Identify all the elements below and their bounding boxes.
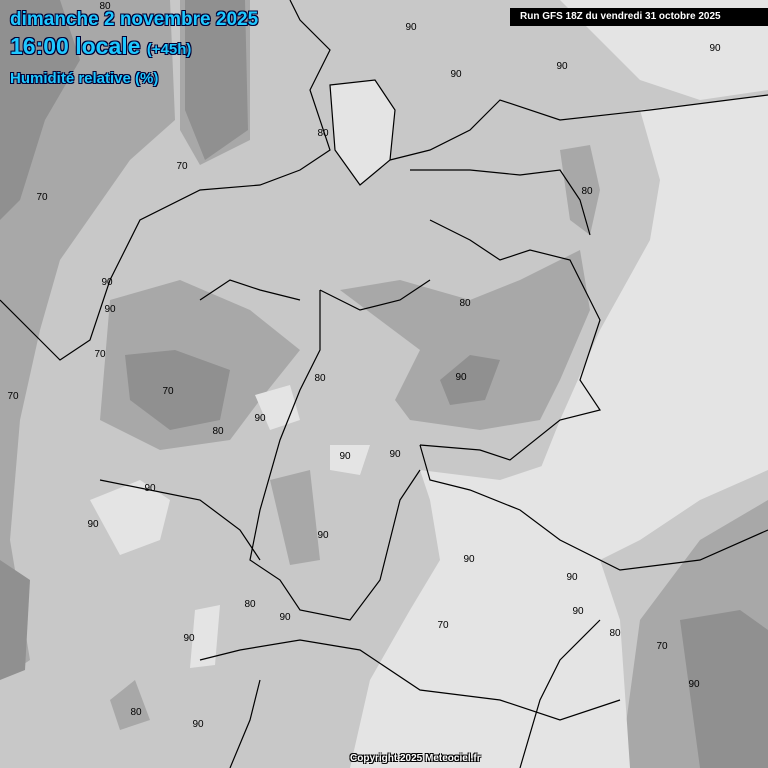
contour-label: 90 [389, 449, 401, 460]
forecast-time [10, 33, 191, 60]
contour-label: 80 [212, 426, 224, 437]
contour-label: 90 [688, 679, 700, 690]
parameter-title: Humidité relative (%) [10, 70, 159, 87]
contour-label: 90 [183, 633, 195, 644]
run-info: Run GFS 18Z du vendredi 31 octobre 2025 [510, 8, 768, 26]
contour-label: 80 [130, 707, 142, 718]
contour-label: 90 [279, 612, 291, 623]
contour-label: 90 [566, 572, 578, 583]
contour-label: 70 [437, 620, 449, 631]
contour-label: 70 [94, 349, 106, 360]
contour-label: 90 [254, 413, 266, 424]
contour-label: 90 [450, 69, 462, 80]
contour-label: 70 [162, 386, 174, 397]
contour-label: 90 [455, 372, 467, 383]
contour-label: 90 [144, 483, 156, 494]
contour-label: 90 [405, 22, 417, 33]
contour-label: 80 [99, 1, 111, 12]
forecast-local-time: 16:00 locale [10, 33, 141, 59]
contour-label: 80 [244, 599, 256, 610]
contour-label: 90 [339, 451, 351, 462]
copyright: Copyright 2025 Meteociel.fr [350, 753, 481, 764]
contour-label: 80 [317, 128, 329, 139]
contour-label: 90 [192, 719, 204, 730]
contour-label: 70 [7, 391, 19, 402]
contour-label: 90 [463, 554, 475, 565]
contour-label: 70 [36, 192, 48, 203]
contour-label: 90 [101, 277, 113, 288]
contour-label: 70 [656, 641, 668, 652]
contour-label: 80 [314, 373, 326, 384]
forecast-date: dimanche 2 novembre 2025 [10, 9, 259, 30]
contour-label: 90 [317, 530, 329, 541]
contour-label: 80 [609, 628, 621, 639]
forecast-offset: (+45h) [146, 41, 192, 58]
contour-label: 90 [572, 606, 584, 617]
contour-label: 80 [581, 186, 593, 197]
contour-label: 90 [709, 43, 721, 54]
contour-label: 70 [176, 161, 188, 172]
contour-label: 90 [556, 61, 568, 72]
contour-label: 90 [104, 304, 116, 315]
contour-label: 80 [459, 298, 471, 309]
contour-label: 90 [87, 519, 99, 530]
